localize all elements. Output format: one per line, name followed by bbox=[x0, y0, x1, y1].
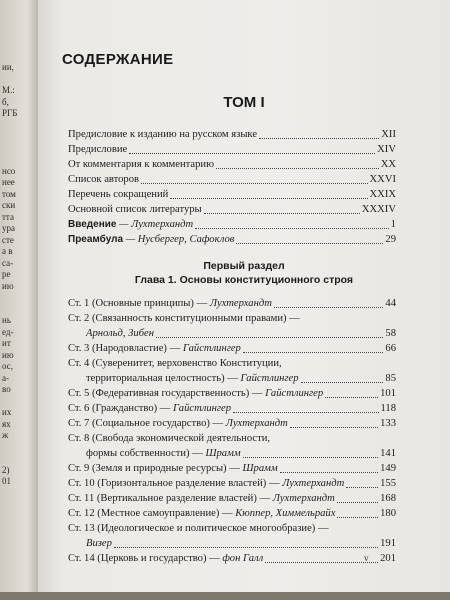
entry-page-number: XX bbox=[380, 159, 396, 170]
toc-entry-title bbox=[68, 142, 127, 157]
adjacent-page-fragment: ре bbox=[2, 269, 11, 279]
article-page-number: 168 bbox=[380, 493, 396, 504]
article-text: Ст. 5 (Федеративная государственность) — bbox=[68, 388, 266, 399]
article-text: Ст. 9 (Земля и природные ресурсы) — bbox=[68, 463, 243, 474]
toc-entry[interactable] bbox=[68, 142, 396, 157]
chapter-articles-list bbox=[68, 296, 396, 566]
article-page-number: 191 bbox=[380, 538, 396, 549]
adjacent-page-fragment: нь bbox=[2, 315, 11, 325]
dot-leader bbox=[156, 337, 383, 338]
toc-entry[interactable] bbox=[68, 202, 396, 217]
entry-title: Перечень сокращений bbox=[68, 189, 169, 200]
adjacent-page-fragment: ж bbox=[2, 430, 9, 440]
article-entry-continuation[interactable] bbox=[68, 326, 396, 341]
entry-page-number: XXIX bbox=[369, 189, 396, 200]
adjacent-page-fragment: сте bbox=[2, 234, 14, 245]
contents-page bbox=[38, 0, 450, 600]
article-text: территориальная целостность) — bbox=[86, 373, 241, 384]
entry-title: Основной список литературы bbox=[68, 204, 202, 215]
adjacent-page-fragment: их bbox=[2, 407, 12, 417]
adjacent-page-fragment bbox=[2, 292, 38, 304]
entry-page-number: 29 bbox=[385, 234, 396, 245]
article-title bbox=[86, 446, 241, 461]
article-text: Ст. 6 (Гражданство) — bbox=[68, 403, 174, 414]
dot-leader bbox=[170, 198, 367, 199]
article-title bbox=[68, 416, 288, 431]
adjacent-page-fragment: ит bbox=[2, 338, 11, 348]
dot-leader bbox=[346, 487, 378, 488]
dot-leader bbox=[236, 243, 383, 244]
dot-leader bbox=[274, 307, 384, 308]
article-author: Гайстлингер bbox=[173, 403, 232, 414]
dot-leader bbox=[290, 427, 378, 428]
article-entry[interactable] bbox=[68, 506, 396, 521]
article-title bbox=[68, 341, 241, 356]
article-title bbox=[68, 461, 278, 476]
article-author: Шрамм bbox=[242, 463, 278, 474]
article-author: Арнольд, Зибен bbox=[86, 328, 154, 339]
article-entry[interactable] bbox=[68, 416, 396, 431]
article-author: Лухтерхандт bbox=[272, 493, 335, 504]
article-author: фон Галл bbox=[222, 553, 264, 564]
entry-author: — Лухтерхандт bbox=[116, 219, 194, 230]
article-title bbox=[68, 386, 323, 401]
adjacent-page-fragment bbox=[2, 120, 38, 132]
toc-entry[interactable] bbox=[68, 232, 396, 247]
dot-leader bbox=[233, 412, 378, 413]
adjacent-page-fragment bbox=[2, 304, 38, 316]
article-text: Ст. 13 (Идеологическое и политическое многообразие) — bbox=[68, 523, 329, 534]
article-text: Ст. 10 (Горизонтальное разделение властей) — bbox=[68, 478, 283, 489]
toc-entry-title bbox=[68, 232, 234, 247]
entry-page-number: 1 bbox=[390, 219, 396, 230]
article-entry[interactable] bbox=[68, 296, 396, 311]
article-page-number: 155 bbox=[380, 478, 396, 489]
dot-leader bbox=[129, 153, 375, 154]
volume-title: ТОМ I bbox=[223, 94, 265, 111]
article-text: Ст. 4 (Суверенитет, верховенство Конституции, bbox=[68, 358, 282, 369]
dot-leader bbox=[114, 547, 378, 548]
adjacent-page-fragment: во bbox=[2, 384, 11, 394]
article-title bbox=[86, 536, 112, 551]
dot-leader bbox=[337, 502, 378, 503]
entry-page-number: XXVI bbox=[369, 174, 396, 185]
article-entry[interactable] bbox=[68, 431, 396, 446]
section-label: Первый раздел bbox=[203, 260, 285, 272]
toc-entry[interactable] bbox=[68, 172, 396, 187]
entry-page-number: XIV bbox=[377, 144, 396, 155]
article-title bbox=[86, 371, 299, 386]
adjacent-page-fragment: 01 bbox=[2, 476, 11, 486]
entry-title: Введение bbox=[68, 219, 117, 230]
article-text: Ст. 11 (Вертикальное разделение властей) — bbox=[68, 493, 273, 504]
article-author: Лухтерхандт bbox=[282, 478, 345, 489]
toc-entry[interactable] bbox=[68, 187, 396, 202]
article-author: Шрамм bbox=[205, 448, 241, 459]
article-page-number: 85 bbox=[385, 373, 396, 384]
article-entry[interactable] bbox=[68, 491, 396, 506]
entry-title: От комментария к комментарию bbox=[68, 159, 214, 170]
article-page-number: 58 bbox=[385, 328, 396, 339]
article-title bbox=[68, 296, 272, 311]
dot-leader bbox=[243, 457, 378, 458]
adjacent-page-fragment bbox=[2, 453, 38, 465]
toc-entry-title bbox=[68, 157, 214, 172]
entry-page-number: XXXIV bbox=[361, 204, 396, 215]
article-entry-continuation[interactable] bbox=[68, 371, 396, 386]
front-matter-list bbox=[68, 127, 396, 247]
toc-entry[interactable] bbox=[68, 217, 396, 232]
page-number: v bbox=[364, 553, 369, 563]
entry-title: Предисловие к изданию на русском языке bbox=[68, 129, 258, 140]
article-text: Ст. 8 (Свобода экономической деятельности, bbox=[68, 433, 271, 444]
article-page-number: 101 bbox=[380, 388, 396, 399]
article-text: Ст. 14 (Церковь и государство) — bbox=[68, 553, 223, 564]
table-surface bbox=[0, 592, 450, 600]
article-entry-continuation[interactable] bbox=[68, 536, 396, 551]
adjacent-page-fragment: РГБ bbox=[2, 108, 18, 118]
article-title bbox=[68, 401, 231, 416]
adjacent-page-fragment bbox=[2, 396, 38, 408]
adjacent-page-fragment: ура bbox=[2, 223, 15, 233]
article-author: Визер bbox=[86, 538, 112, 549]
page-heading: СОДЕРЖАНИЕ bbox=[62, 51, 174, 68]
article-entry[interactable] bbox=[68, 461, 396, 476]
article-author: Лухтерхандт bbox=[209, 298, 272, 309]
adjacent-page-fragment bbox=[2, 74, 38, 86]
dot-leader bbox=[141, 183, 367, 184]
adjacent-page-fragment bbox=[2, 154, 38, 166]
toc-entry-title bbox=[68, 127, 257, 142]
toc-entry-title bbox=[68, 172, 139, 187]
adjacent-page-text bbox=[2, 62, 38, 488]
toc-entry-title bbox=[68, 202, 202, 217]
adjacent-page-fragment: ии, bbox=[2, 62, 14, 72]
article-page-number: 66 bbox=[385, 343, 396, 354]
adjacent-page-fragment: нсо bbox=[2, 165, 16, 176]
dot-leader bbox=[204, 213, 360, 214]
article-title bbox=[68, 521, 329, 536]
article-entry[interactable] bbox=[68, 386, 396, 401]
article-title bbox=[68, 476, 344, 491]
article-entry[interactable] bbox=[68, 476, 396, 491]
adjacent-page-fragment bbox=[2, 442, 38, 454]
adjacent-page-fragment: М.: bbox=[2, 85, 15, 95]
article-page-number: 44 bbox=[385, 298, 396, 309]
adjacent-page-fragment bbox=[2, 131, 38, 143]
article-page-number: 149 bbox=[380, 463, 396, 474]
article-page-number: 141 bbox=[380, 448, 396, 459]
dot-leader bbox=[216, 168, 379, 169]
article-text: формы собственности) — bbox=[86, 448, 206, 459]
adjacent-page-edge bbox=[0, 0, 38, 600]
article-entry[interactable] bbox=[68, 521, 396, 536]
article-text: Ст. 1 (Основные принципы) — bbox=[68, 298, 210, 309]
article-title bbox=[68, 506, 335, 521]
adjacent-page-fragment: са- bbox=[2, 257, 14, 268]
adjacent-page-fragment: а- bbox=[2, 372, 9, 383]
adjacent-page-fragment: ях bbox=[2, 418, 11, 429]
article-title bbox=[68, 491, 335, 506]
adjacent-page-fragment: нее bbox=[2, 177, 15, 187]
dot-leader bbox=[325, 397, 378, 398]
adjacent-page-fragment: ски bbox=[2, 200, 16, 210]
toc-entry[interactable] bbox=[68, 127, 396, 142]
adjacent-page-fragment: ию bbox=[2, 349, 14, 360]
article-entry[interactable] bbox=[68, 356, 396, 371]
adjacent-page-fragment: ед- bbox=[2, 326, 14, 337]
adjacent-page-fragment: а в bbox=[2, 246, 13, 256]
adjacent-page-fragment: ию bbox=[2, 280, 14, 291]
article-title bbox=[68, 311, 300, 326]
dot-leader bbox=[265, 562, 378, 563]
article-page-number: 118 bbox=[380, 403, 396, 414]
article-page-number: 201 bbox=[380, 553, 396, 564]
article-entry-continuation[interactable] bbox=[68, 446, 396, 461]
chapter-label: Глава 1. Основы конституционного строя bbox=[134, 274, 354, 286]
article-author: Лухтерхандт bbox=[225, 418, 288, 429]
article-title bbox=[68, 356, 282, 371]
entry-title: Предисловие bbox=[68, 144, 128, 155]
toc-entry-title bbox=[68, 187, 168, 202]
article-page-number: 180 bbox=[380, 508, 396, 519]
article-page-number: 133 bbox=[380, 418, 396, 429]
article-entry[interactable] bbox=[68, 341, 396, 356]
dot-leader bbox=[301, 382, 384, 383]
toc-entry[interactable] bbox=[68, 157, 396, 172]
article-author: Кюппер, Химмельрайх bbox=[235, 508, 336, 519]
article-text: Ст. 7 (Социальное государство) — bbox=[68, 418, 226, 429]
article-text: Ст. 12 (Местное самоуправление) — bbox=[68, 508, 236, 519]
adjacent-page-fragment: том bbox=[2, 188, 16, 199]
dot-leader bbox=[259, 138, 379, 139]
article-title bbox=[68, 431, 270, 446]
article-author: Гайстлингер bbox=[182, 343, 241, 354]
dot-leader bbox=[243, 352, 384, 353]
dot-leader bbox=[280, 472, 378, 473]
entry-title: Список авторов bbox=[68, 174, 140, 185]
article-author: Гайстлингер bbox=[265, 388, 324, 399]
adjacent-page-fragment: 2) bbox=[2, 464, 10, 475]
adjacent-page-fragment: ос, bbox=[2, 361, 13, 371]
article-text: Ст. 3 (Народовластие) — bbox=[68, 343, 183, 354]
entry-title: Преамбула bbox=[68, 234, 124, 245]
entry-author: — Нусбергер, Сафоклов bbox=[123, 234, 235, 245]
article-entry[interactable] bbox=[68, 401, 396, 416]
dot-leader bbox=[195, 228, 389, 229]
article-title bbox=[86, 326, 154, 341]
adjacent-page-fragment: б, bbox=[2, 96, 9, 107]
dot-leader bbox=[337, 517, 378, 518]
article-entry[interactable] bbox=[68, 551, 396, 566]
article-entry[interactable] bbox=[68, 311, 396, 326]
article-text: Ст. 2 (Связанность конституционными правами) — bbox=[68, 313, 300, 324]
article-author: Гайстлингер bbox=[240, 373, 299, 384]
adjacent-page-fragment bbox=[2, 143, 38, 155]
entry-page-number: XII bbox=[381, 129, 396, 140]
article-title bbox=[68, 551, 263, 566]
adjacent-page-fragment: тта bbox=[2, 211, 14, 222]
toc-entry-title bbox=[68, 217, 193, 232]
